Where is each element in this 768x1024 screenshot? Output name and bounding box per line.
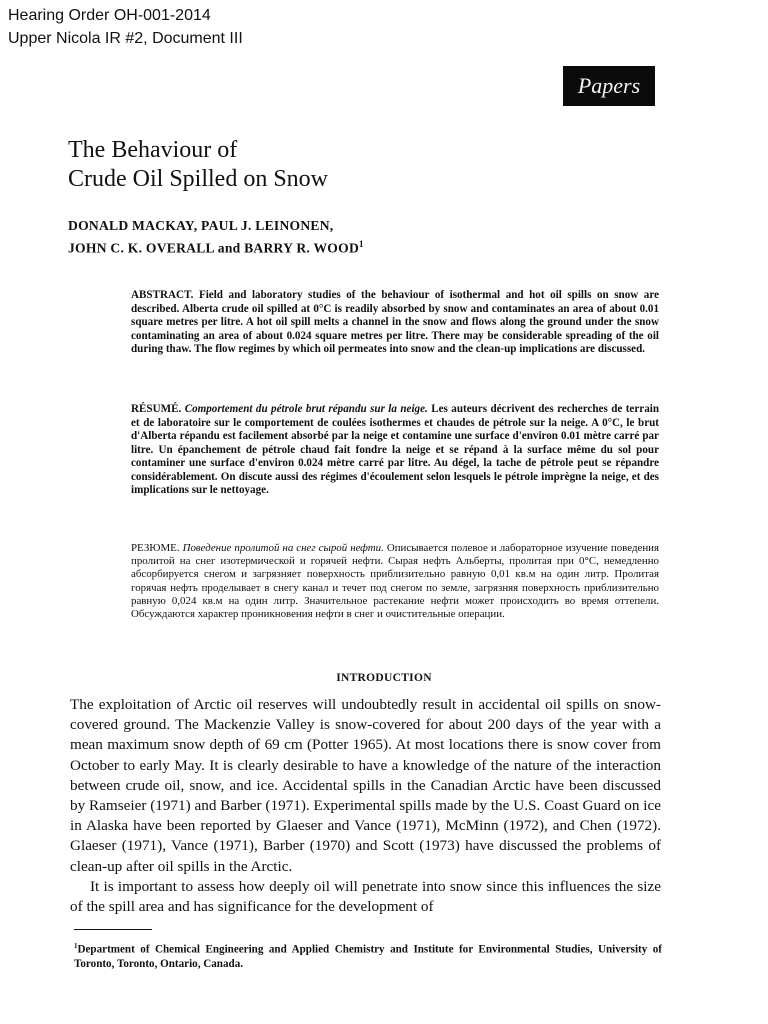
footnote — [74, 939, 662, 971]
abstract-french — [131, 403, 659, 498]
footnote-divider — [74, 929, 152, 930]
rezyume-subtitle: Поведение пролитой на снег сырой нефти. — [182, 542, 384, 554]
resume-label: RÉSUMÉ. — [131, 403, 182, 415]
section-tab-papers: Papers — [563, 66, 655, 106]
author-footnote-mark: 1 — [359, 239, 364, 249]
resume-subtitle: Comportement du pétrole brut répandu sur la neige. — [184, 403, 428, 415]
intro-paragraph-2: It is important to assess how deeply oil will penetrate into snow since this influences the size of the spill area and has significance for the development of — [70, 878, 661, 916]
footnote-text: Department of Chemical Engineering and Applied Chemistry and Institute for Environmental Studies, University of Toronto, Toronto, Ontario, Canada. — [74, 943, 662, 970]
authors-line-2: JOHN C. K. OVERALL and BARRY R. WOOD — [68, 240, 360, 256]
title-line-2: Crude Oil Spilled on Snow — [68, 166, 329, 192]
intro-paragraph-1: The exploitation of Arctic oil reserves will undoubtedly result in accidental oil spills on snow-covered ground. The Mackenzie Valley is snow-covered for about 200 days of the year with a mean maximum snow depth of 69 cm (Potter 1965). At most locations there is snow cover from October to early May. It is clearly desirable to have a knowledge of the nature of the interaction between crude oil, snow, and ice. Accidental spills in the Canadian Arctic have been discussed by Ramseier (1971) and Barber (1971). Experimental spills made by the U.S. Coast Guard on ice in Alaska have been reported by Glaeser and Vance (1971), McMinn (1972), and Chen (1972). Glaeser (1971), Vance (1971), Barber (1970) and Scott (1973) have discussed the problems of clean-up after oil spills in the Arctic. — [70, 696, 661, 875]
title-line-1: The Behaviour of — [68, 137, 238, 163]
abstract-english — [131, 289, 659, 357]
rezyume-label: РЕЗЮМЕ. — [131, 542, 180, 554]
stamp-hearing-order: Hearing Order OH-001-2014 — [8, 7, 211, 24]
authors-line-1: DONALD MACKAY, PAUL J. LEINONEN, — [68, 218, 334, 233]
stamp-document-id: Upper Nicola IR #2, Document III — [8, 30, 243, 47]
resume-text: Les auteurs décrivent des recherches de terrain et de laboratoire sur le comportement de coulées isothermes et chaudes de pétrole sur la neige. A 0°C, le brut d'Alberta répandu est facilement absorbé par la neige et contamine une surface d'environ 0.01 mètre carré par litre. Un épanchement de pétrole chaud fait fondre la neige et se répand à la surface même du sol pour contaminer une surface d'environ 0.024 mètre carré par litre. Au dégel, la tache de pétrole peut se répandre considérablement. On discute aussi des régimes d'écoulement selon lesquels le pétrole imprègne la neige, et des implications sur le nettoyage. — [131, 403, 659, 496]
section-heading-introduction: INTRODUCTION — [336, 672, 432, 684]
abstract-label: ABSTRACT. — [131, 289, 194, 301]
footnote-mark: 1 — [74, 942, 78, 950]
author-list — [68, 216, 364, 258]
document-stamp — [8, 4, 243, 50]
rezyume-text: Описывается полевое и лабораторное изучение поведения пролитой на снег изотермической и горячей нефти. Сырая нефть Альберты, пролитая при 0°C, немедленно абсорбируется снегом и загрязняет поверхность приблизительно равную 0,01 кв.м на один литр. Пролитая горячая нефть проделывает в снегу канал и течет под снегом по земле, загрязняя поверхность приблизительно равную 0,024 кв.м на один литр. Значительное растекание нефти может происходить во время оттепели. Обсуждаются характер проникновения нефти в снег и очистительные операции. — [131, 542, 659, 621]
abstract-text: Field and laboratory studies of the behaviour of isothermal and hot oil spills on snow are described. Alberta crude oil spilled at 0°C is readily absorbed by snow and contaminates an area of about 0.01 square metres per litre. A hot oil spill melts a channel in the snow and flows along the ground under the snow contaminating an area of about 0.024 square metres per litre. There may be considerable spreading of the oil during thaw. The flow regimes by which oil permeates into snow and the clean-up implications are discussed. — [131, 289, 660, 355]
paper-title — [68, 136, 328, 194]
abstract-russian — [131, 542, 659, 621]
